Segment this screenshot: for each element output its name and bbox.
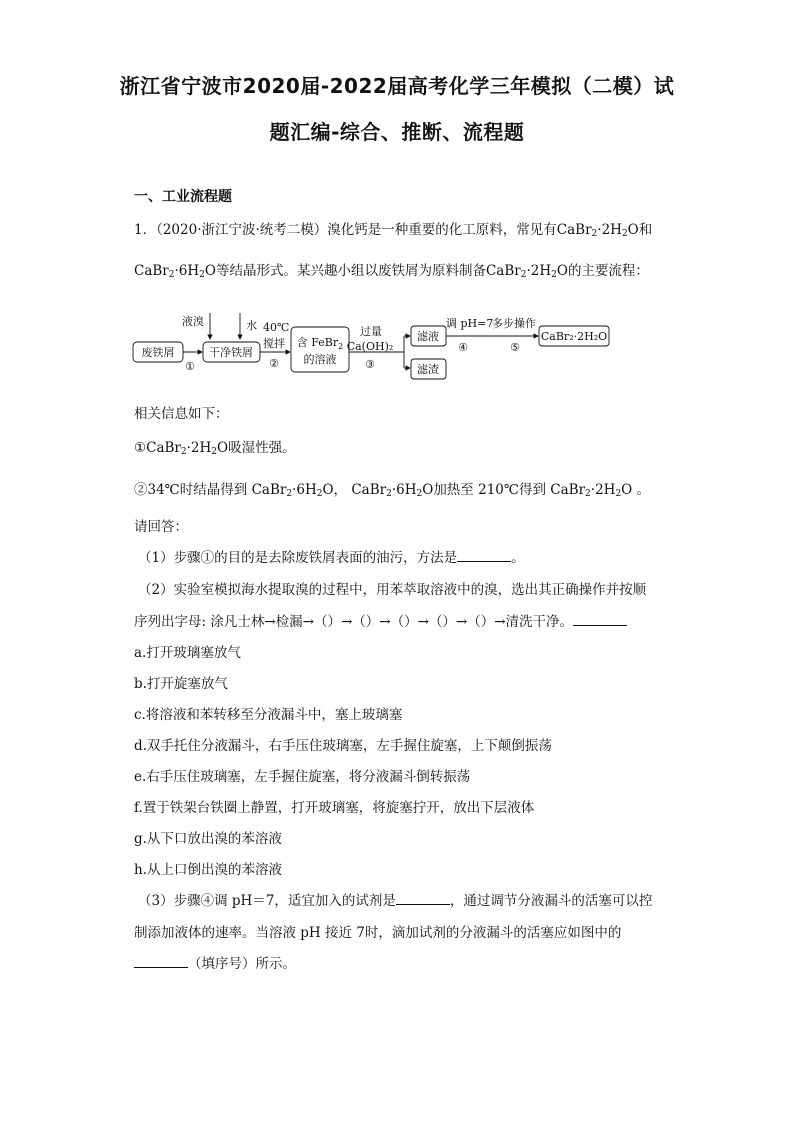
flow-step-1: ① (185, 360, 195, 373)
answer-blank-1[interactable] (457, 549, 511, 562)
flow-label-liquid-bromine: 液溴 (182, 315, 204, 328)
answer-blank-3[interactable] (396, 892, 450, 905)
option-e: e.右手压住玻璃塞，左手握住旋塞，将分液漏斗倒转振荡 (134, 769, 471, 785)
flow-step-4: ④ (458, 341, 468, 354)
flow-box-residue-label: 滤渣 (417, 363, 439, 376)
flow-label-water: 水 (246, 319, 257, 332)
flow-step-3: ③ (365, 358, 375, 371)
sub-question-3-line2: 制添加液体的速率。当溶液 pH 接近 7时，滴加试剂的分液漏斗的活塞应如图中的 (134, 925, 622, 941)
answer-blank-2[interactable] (573, 613, 627, 626)
sub-question-2-line1: （2）实验室模拟海水提取溴的过程中，用苯萃取溶液中的溴，选出其正确操作并按顺 (138, 582, 647, 598)
option-d: d.双手托住分液漏斗，右手压住玻璃塞，左手握住旋塞，上下颠倒振荡 (134, 738, 552, 754)
option-f: f.置于铁架台铁圈上静置，打开玻璃塞，将旋塞拧开，放出下层液体 (134, 800, 535, 816)
option-c: c.将溶液和苯转移至分液漏斗中，塞上玻璃塞 (134, 707, 403, 723)
info-item-1: $①CaBr_2\cdot 2H_2O$吸湿性强。 (134, 440, 296, 457)
doc-title-line1: 浙江省宁波市2020届-2022届高考化学三年模拟（二模）试 (119, 74, 675, 98)
q1-intro-line1: 1．（2020·浙江宁波·统考二模）溴化钙是一种重要的化工原料，常见有$CaBr_2\cdot 2H_2O$和 (134, 222, 653, 239)
info-item-2: ②34℃时结晶得到 $CaBr_2\cdot 6H_2O$， $CaBr_2\cdot 6H_2O$加热至 210℃得到 $CaBr_2\cdot 2H_2O$ 。 (134, 482, 651, 499)
flow-label-multistep: 多步操作 (492, 317, 536, 330)
sub-question-2-line2: 序列出字母: 涂凡士林→检漏→（）→（）→（）→（）→（）→清洗干净。 (134, 610, 627, 630)
flow-box-scrap-iron-label: 废铁屑 (141, 346, 175, 359)
sub-question-3-line3: （填序号）所示。 (134, 952, 296, 972)
flow-label-ph7: 调 pH=7 (446, 317, 494, 330)
doc-title-line2: 题汇编-综合、推断、流程题 (269, 120, 525, 144)
answer-heading: 请回答： (134, 519, 188, 535)
flow-label-caoh2: Ca(OH)₂ (346, 340, 394, 353)
flow-label-40c: 40℃ (263, 321, 290, 334)
flow-box-product-label: CaBr₂·2H₂O (540, 330, 608, 343)
section-heading: 一、工业流程题 (134, 189, 232, 205)
option-g: g.从下口放出溴的苯溶液 (134, 831, 282, 847)
option-h: h.从上口倒出溴的苯溶液 (134, 862, 282, 878)
flow-box-clean-iron-label: 干净铁屑 (209, 346, 253, 359)
sub-question-1: （1）步骤①的目的是去除废铁屑表面的油污，方法是 。 (138, 550, 525, 566)
option-a: a.打开玻璃塞放气 (134, 645, 241, 661)
flow-step-5: ⑤ (510, 341, 520, 354)
process-flow-diagram (130, 305, 630, 385)
flow-step-2: ② (269, 357, 279, 370)
flow-box-filtrate-label: 滤液 (417, 330, 439, 343)
flow-box-solution-label: 的溶液 (303, 353, 337, 366)
sub-question-3-line1: （3）步骤④调 pH＝7，适宜加入的试剂是 ，通过调节分液漏斗的活塞可以控 (138, 893, 653, 909)
flow-box-febr2-label: 含 FeBr$_2$ (296, 336, 344, 351)
info-heading: 相关信息如下： (134, 406, 229, 422)
option-b: b.打开旋塞放气 (134, 676, 228, 692)
q1-intro-line2: $CaBr_2\cdot 6H_2O$等结晶形式。某兴趣小组以废铁屑为原料制备$CaBr_2\cdot 2H_2O$的主要流程： (134, 263, 649, 280)
flow-label-excess: 过量 (360, 325, 382, 338)
answer-blank-4[interactable] (134, 955, 188, 968)
flow-label-stir: 搅拌 (263, 337, 285, 350)
